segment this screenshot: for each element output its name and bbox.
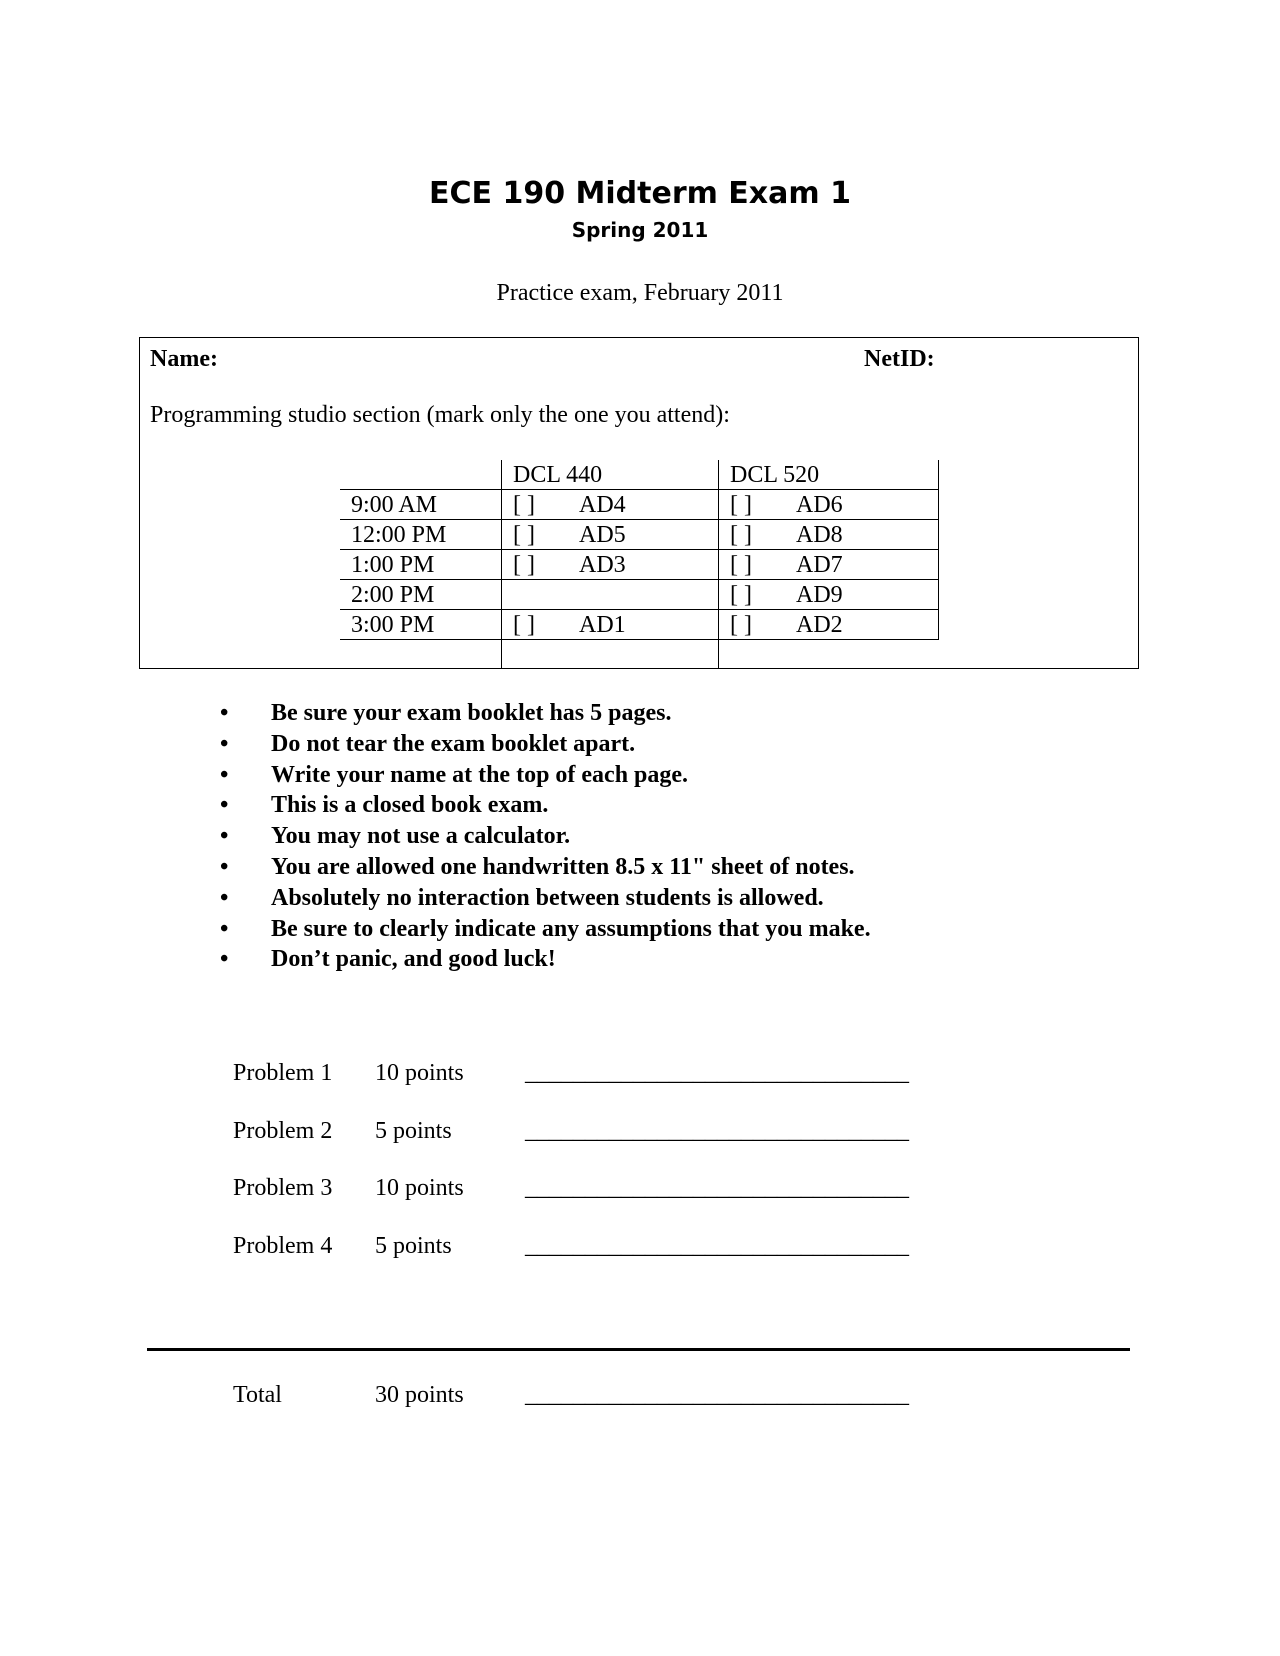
section-code: AD2 — [796, 611, 843, 638]
score-row-total — [233, 1382, 933, 1412]
exam-subtitle: Spring 2011 — [571, 218, 709, 242]
score-blank[interactable]: ________________________________ — [525, 1175, 909, 1201]
bullet-icon: • — [220, 853, 229, 880]
instruction-item: • This is a closed book exam. — [220, 792, 549, 819]
time-cell: 12:00 PM — [340, 520, 502, 550]
instruction-item: • Be sure your exam booklet has 5 pages. — [220, 700, 672, 726]
bullet-icon: • — [220, 884, 229, 911]
section-option[interactable] — [719, 520, 939, 550]
problem-points: 10 points — [375, 1175, 464, 1201]
checkbox-bracket[interactable]: [ ] — [730, 521, 752, 548]
checkbox-bracket[interactable]: [ ] — [513, 551, 535, 578]
score-blank[interactable]: ________________________________ — [525, 1118, 909, 1144]
bullet-icon: • — [220, 823, 229, 850]
problem-points: 5 points — [375, 1233, 452, 1259]
section-option[interactable] — [502, 550, 719, 580]
schedule-row — [340, 580, 939, 610]
schedule-row — [340, 550, 939, 580]
time-cell: 9:00 AM — [340, 490, 502, 520]
instruction-item: • You may not use a calculator. — [220, 823, 571, 850]
bullet-icon: • — [220, 946, 229, 973]
name-label: Name: — [150, 346, 218, 372]
checkbox-bracket[interactable]: [ ] — [730, 551, 752, 578]
instruction-list — [220, 698, 871, 975]
total-points: 30 points — [375, 1382, 464, 1408]
checkbox-bracket[interactable]: [ ] — [513, 491, 535, 518]
schedule-spacer-row — [340, 640, 939, 670]
total-divider — [147, 1348, 1130, 1351]
section-prompt: Programming studio section (mark only the one you attend): — [150, 402, 730, 428]
checkbox-bracket[interactable]: [ ] — [730, 611, 752, 638]
checkbox-bracket[interactable]: [ ] — [513, 521, 535, 548]
score-row-problem-2 — [233, 1118, 933, 1148]
section-option-empty — [502, 580, 719, 610]
time-cell: 3:00 PM — [340, 610, 502, 640]
instruction-item: • Absolutely no interaction between students is allowed. — [220, 884, 824, 911]
room-header: DCL 440 — [502, 460, 719, 490]
section-option[interactable] — [719, 490, 939, 520]
schedule-corner-cell — [340, 460, 502, 490]
section-option[interactable] — [502, 520, 719, 550]
checkbox-bracket[interactable]: [ ] — [513, 611, 535, 638]
section-code: AD1 — [579, 611, 626, 638]
section-option[interactable] — [719, 580, 939, 610]
bullet-icon: • — [220, 761, 229, 788]
section-code: AD8 — [796, 521, 843, 548]
checkbox-bracket[interactable]: [ ] — [730, 491, 752, 518]
bullet-icon: • — [220, 915, 229, 942]
score-row-problem-1 — [233, 1060, 933, 1090]
instruction-item: • Do not tear the exam booklet apart. — [220, 730, 636, 757]
score-row-problem-4 — [233, 1233, 933, 1263]
schedule-row — [340, 490, 939, 520]
section-option[interactable] — [502, 490, 719, 520]
problem-label: Problem 1 — [233, 1060, 333, 1086]
schedule-row — [340, 610, 939, 640]
instruction-item: • Write your name at the top of each page. — [220, 761, 689, 788]
score-row-problem-3 — [233, 1175, 933, 1205]
problem-points: 10 points — [375, 1060, 464, 1086]
section-code: AD3 — [579, 551, 626, 578]
score-blank[interactable]: ________________________________ — [525, 1060, 909, 1086]
instruction-item: • Don’t panic, and good luck! — [220, 946, 556, 973]
section-code: AD7 — [796, 551, 843, 578]
total-label: Total — [233, 1382, 282, 1408]
bullet-icon: • — [220, 792, 229, 819]
exam-title: ECE 190 Midterm Exam 1 — [429, 176, 851, 211]
time-cell: 1:00 PM — [340, 550, 502, 580]
schedule-row — [340, 520, 939, 550]
score-blank[interactable]: ________________________________ — [525, 1233, 909, 1259]
problem-label: Problem 4 — [233, 1233, 333, 1259]
room-header: DCL 520 — [719, 460, 939, 490]
section-schedule-table — [340, 460, 939, 669]
netid-label: NetID: — [864, 346, 935, 372]
bullet-icon: • — [220, 700, 229, 726]
total-blank[interactable]: ________________________________ — [525, 1382, 909, 1408]
section-option[interactable] — [719, 550, 939, 580]
problem-points: 5 points — [375, 1118, 452, 1144]
problem-label: Problem 3 — [233, 1175, 333, 1201]
practice-note: Practice exam, February 2011 — [496, 280, 784, 306]
section-code: AD9 — [796, 581, 843, 608]
bullet-icon: • — [220, 730, 229, 757]
schedule-header-row — [340, 460, 939, 490]
instruction-item: • You are allowed one handwritten 8.5 x 11" sheet of notes. — [220, 853, 855, 880]
section-option[interactable] — [502, 610, 719, 640]
checkbox-bracket[interactable]: [ ] — [730, 581, 752, 608]
section-code: AD4 — [579, 491, 626, 518]
section-code: AD5 — [579, 521, 626, 548]
section-option[interactable] — [719, 610, 939, 640]
problem-label: Problem 2 — [233, 1118, 333, 1144]
instruction-item: • Be sure to clearly indicate any assumptions that you make. — [220, 915, 871, 942]
section-code: AD6 — [796, 491, 843, 518]
student-info-box — [139, 337, 1139, 669]
time-cell: 2:00 PM — [340, 580, 502, 610]
